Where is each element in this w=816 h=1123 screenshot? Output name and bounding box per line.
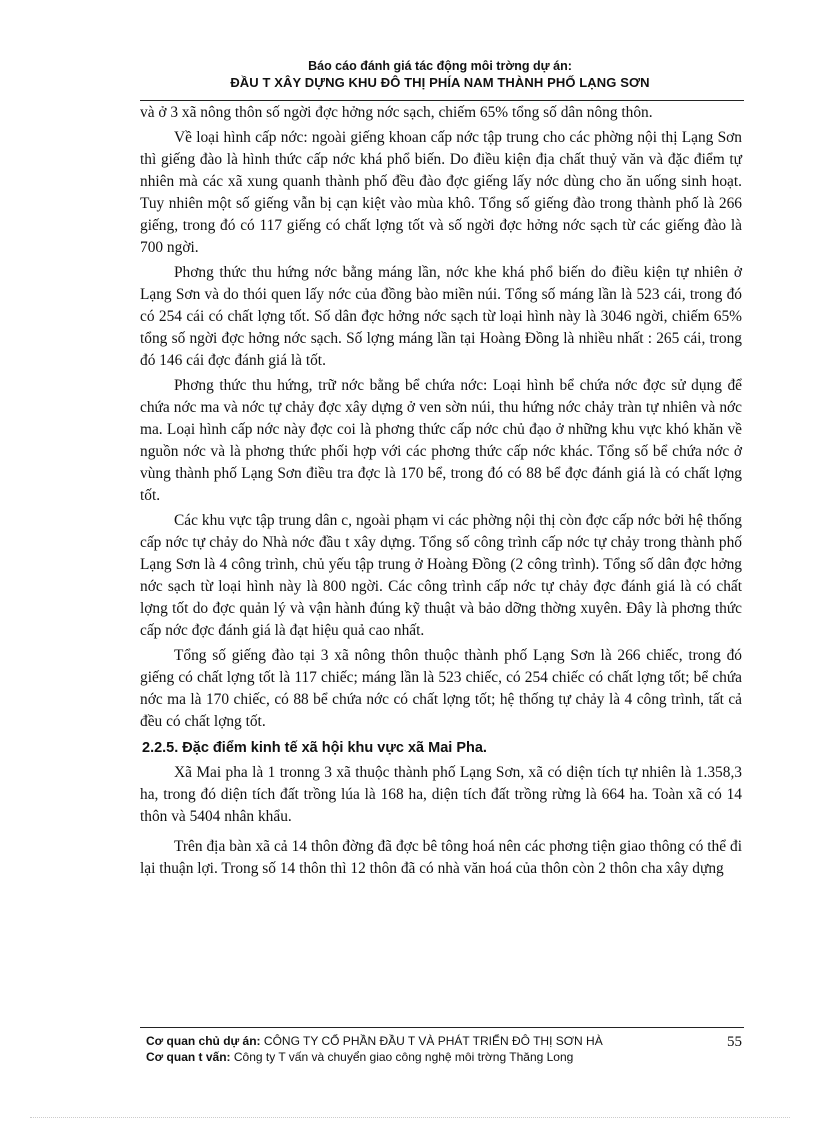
paragraph-2: Về loại hình cấp nớc: ngoài giếng khoan cấp nớc tập trung cho các phờng nội thị Lạng Sơn thì giếng đào là hình thức cấp nớc khá phổ biến. Do điều kiện địa chất thuỷ văn và đặc điểm tự nhiên mà các xã xung quanh thành phố đều đào đợc giếng lấy nớc dùng cho ăn uống sinh hoạt. Tuy nhiên một số giếng vẫn bị cạn kiệt vào mùa khô. Tổng số giếng đào trong thành phố là 266 giếng, trong đó có 117 giếng có chất lợng tốt và số ngời đợc hởng nớc sạch từ các giếng đào là 700 ngời. bbox=[140, 129, 742, 256]
page-header bbox=[140, 58, 740, 91]
footer-owner-line bbox=[146, 1033, 666, 1049]
consultant-label: Cơ quan t vấn: bbox=[146, 1050, 231, 1064]
page-edge-dots bbox=[30, 1117, 790, 1118]
footer-consultant-line bbox=[146, 1049, 666, 1065]
paragraph-6: Tổng số giếng đào tại 3 xã nông thôn thuộc thành phố Lạng Sơn là 266 chiếc, trong đó giếng có chất lợng tốt là 117 chiếc; máng lần là 523 chiếc, có 254 chiếc có chất lợng tốt; bể chứa nớc ma là 170 chiếc, có 88 bể chứa nớc có chất lợng tốt; hệ thống tự chảy là 4 công trình, tất cả đều có chất lợng tốt. bbox=[140, 647, 742, 730]
document-body bbox=[140, 102, 742, 880]
footer-rule bbox=[140, 1027, 744, 1028]
header-rule bbox=[140, 100, 744, 101]
page-number: 55 bbox=[727, 1034, 742, 1050]
paragraph-3: Phơng thức thu hứng nớc bằng máng lần, nớc khe khá phổ biến do điều kiện tự nhiên ở Lạng Sơn và do thói quen lấy nớc của đồng bào miền núi. Tổng số máng lần là 523 cái, trong đó có 254 cái có chất lợng tốt. Số dân đợc hởng nớc sạch từ loại hình này là 3046 ngời, chiếm 65% tổng số ngời đợc hởng nớc sạch. Số lợng máng lần tại Hoàng Đồng là nhiều nhất : 265 cái, trong đó 146 cái đợc đánh giá là tốt. bbox=[140, 264, 742, 369]
report-title: Báo cáo đánh giá tác động môi trờng dự án: bbox=[308, 59, 572, 73]
paragraph-1: và ở 3 xã nông thôn số ngời đợc hởng nớc sạch, chiếm 65% tổng số dân nông thôn. bbox=[140, 104, 653, 121]
paragraph-8: Trên địa bàn xã cả 14 thôn đờng đã đợc bê tông hoá nên các phơng tiện giao thông có thể đi lại thuận lợi. Trong số 14 thôn thì 12 thôn đã có nhà văn hoá của thôn còn 2 thôn cha xây dựng bbox=[140, 838, 742, 877]
paragraph-4: Phơng thức thu hứng, trữ nớc bằng bể chứa nớc: Loại hình bể chứa nớc đợc sử dụng để chứa nớc ma và nớc tự chảy đợc xây dựng ở ven sờn núi, thu hứng nớc chảy tràn tự nhiên và nớc ma. Loại hình cấp nớc này đợc coi là phơng thức cấp nớc chủ đạo ở những khu vực khó khăn về nguồn nớc và là phơng thức phối hợp với các phơng thức cấp nớc khác. Tổng số bể chứa nớc ở vùng thành phố Lạng Sơn điều tra đợc là 170 bể, trong đó có 88 bể đợc đánh giá là có chất lợng tốt. bbox=[140, 377, 742, 504]
paragraph-7: Xã Mai pha là 1 tronng 3 xã thuộc thành phố Lạng Sơn, xã có diện tích tự nhiên là 1.358,3 ha, trong đó diện tích đất trồng lúa là 168 ha, diện tích đất trồng rừng là 664 ha. Toàn xã có 14 thôn và 5404 nhân khẩu. bbox=[140, 764, 742, 825]
owner-value: CÔNG TY CỔ PHẦN ĐẦU T VÀ PHÁT TRIỂN ĐÔ THỊ SƠN HÀ bbox=[263, 1034, 603, 1048]
section-heading: 2.2.5. Đặc điểm kinh tế xã hội khu vực xã Mai Pha. bbox=[142, 740, 487, 756]
page-footer bbox=[146, 1033, 666, 1065]
paragraph-5: Các khu vực tập trung dân c, ngoài phạm vi các phờng nội thị còn đợc cấp nớc bởi hệ thống cấp nớc tự chảy do Nhà nớc đầu t xây dựng. Tổng số công trình cấp nớc tự chảy trong thành phố Lạng Sơn là 4 công trình, chủ yếu tập trung ở Hoàng Đồng (2 công trình). Tổng số dân đợc hởng nớc sạch từ loại hình này là 800 ngời. Các công trình cấp nớc tự chảy đợc đánh giá là có chất lợng tốt do đợc quản lý và vận hành đúng kỹ thuật và bảo dỡng thờng xuyên. Đây là phơng thức cấp nớc đợc đánh giá là đạt hiệu quả cao nhất. bbox=[140, 512, 742, 639]
owner-label: Cơ quan chủ dự án: bbox=[146, 1034, 261, 1048]
consultant-value: Công ty T vấn và chuyển giao công nghệ môi trờng Thăng Long bbox=[233, 1050, 574, 1064]
project-title: ĐẦU T XÂY DỰNG KHU ĐÔ THỊ PHÍA NAM THÀNH PHỐ LẠNG SƠN bbox=[230, 75, 650, 90]
